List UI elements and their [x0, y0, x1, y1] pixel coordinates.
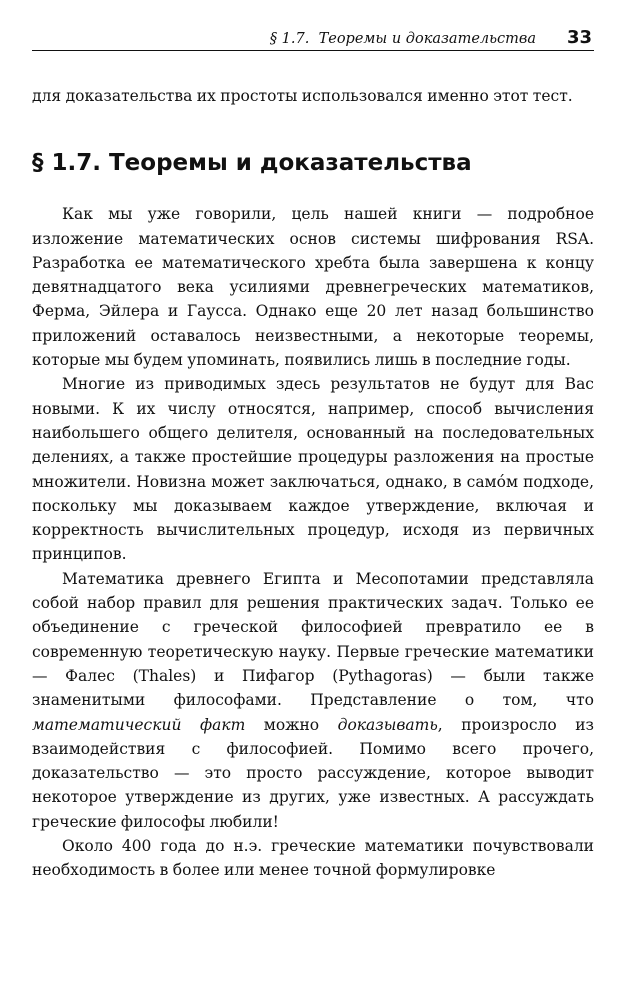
carryover-paragraph: для доказательства их простоты использовался именно этот тест.	[32, 87, 573, 105]
page-body	[32, 84, 594, 883]
section-heading: § 1.7. Теоремы и доказательства	[32, 150, 472, 177]
running-head-title	[270, 31, 536, 47]
emphasis-math-fact: математический факт	[32, 715, 246, 734]
paragraph-4: Около 400 года до н.э. греческие математики почувствовали необходимость в более или менее точной формулировке	[32, 837, 594, 880]
emphasis-prove: доказывать	[337, 715, 438, 734]
paragraph-3	[32, 567, 594, 834]
paragraph-2: Многие из приводимых здесь результатов не будут для Вас новыми. К их числу относятся, например, способ вычисления наибольшего общего делителя, основанный на последовательных делениях, а также простейшие процедуры разложения на простые множители. Новизна может заключаться, однако, в самóм подходе, поскольку мы доказываем каждое утверждение, включая и корректность вычислительных процедур, исходя из первичных принципов.	[32, 375, 594, 564]
running-head-title-text: Теоремы и доказательства	[318, 31, 536, 47]
page-number: 33	[566, 27, 592, 48]
paragraph-3-text-1: Математика древнего Египта и Месопотамии представляла собой набор правил для решения практических задач. Только ее объединение с греческой философией превратило ее в современную теоретическую науку. Первые греческие математики — Фалес (Thales) и Пифагор (Pythagoras) — были также знаменитыми философами. Представление о том, что	[32, 569, 594, 710]
running-head	[32, 26, 594, 51]
paragraph-3-text-2: можно	[245, 715, 338, 734]
running-head-section: § 1.7.	[269, 31, 310, 47]
paragraph-3-text-3: , произросло из взаимодействия с философией. Помимо всего прочего, доказательство — это просто рассуждение, которое выводит некоторое утверждение из других, уже известных. А рассуждать греческие философы любили!	[32, 715, 594, 831]
paragraph-1: Как мы уже говорили, цель нашей книги — подробное изложение математических основ системы шифрования RSA. Разработка ее математического хребта была завершена к концу девятнадцатого века усилиями древнегреческих математиков, Ферма, Эйлера и Гаусса. Однако еще 20 лет назад большинство приложений оставалось неизвестными, а некоторые теоремы, которые мы будем упоминать, появились лишь в последние годы.	[32, 205, 594, 370]
